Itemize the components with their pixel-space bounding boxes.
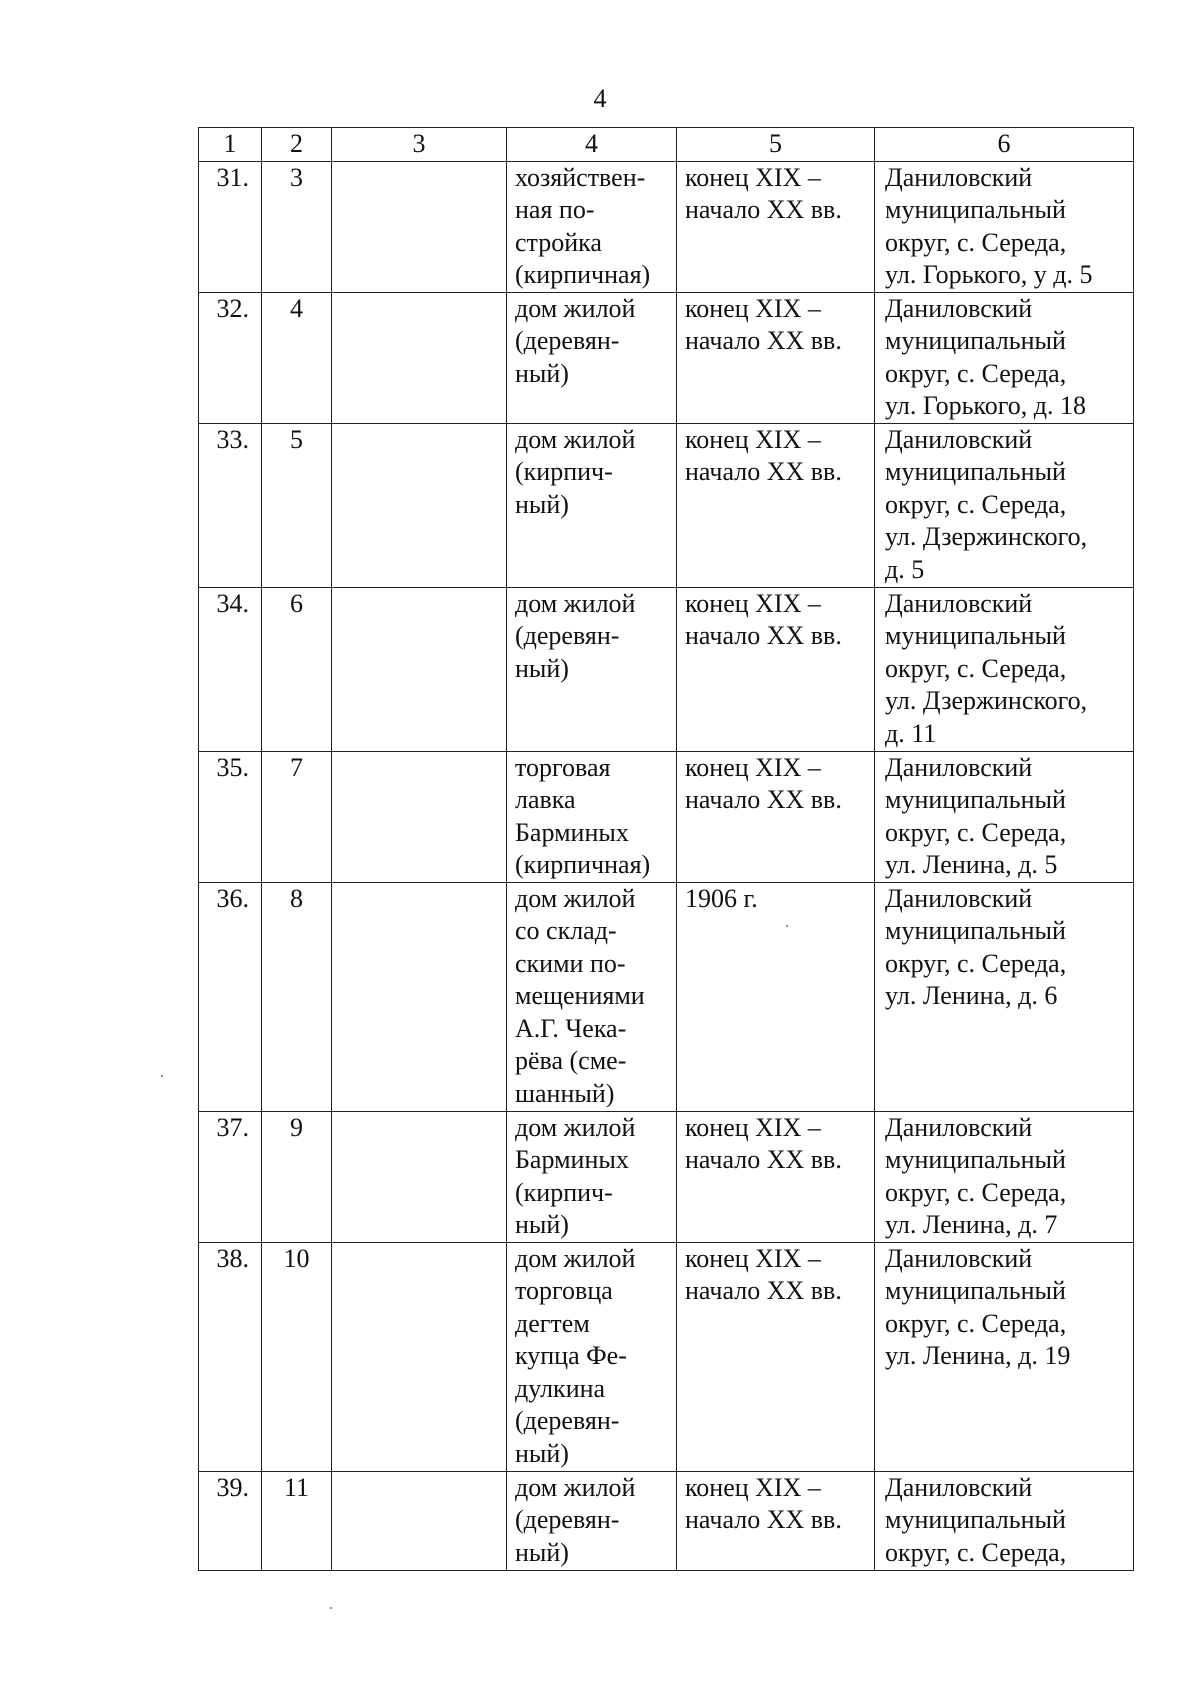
- object-address: Даниловский муниципальный округ, с. Середа,: [875, 1471, 1134, 1570]
- row-sub-number: 11: [262, 1471, 332, 1570]
- row-sub-number: 8: [262, 882, 332, 1111]
- object-name: дом жилой Барминых (кирпич- ный): [507, 1111, 677, 1242]
- row-col3: [332, 292, 507, 423]
- object-address: Даниловский муниципальный округ, с. Середа, ул. Ленина, д. 19: [875, 1242, 1134, 1471]
- heritage-objects-table: [198, 127, 1134, 1571]
- table-row: [199, 292, 1134, 423]
- object-address: Даниловский муниципальный округ, с. Середа, ул. Ленина, д. 5: [875, 751, 1134, 882]
- table-row: [199, 882, 1134, 1111]
- object-address: Даниловский муниципальный округ, с. Середа, ул. Дзержинского, д. 11: [875, 587, 1134, 751]
- table-row: [199, 751, 1134, 882]
- row-sub-number: 3: [262, 161, 332, 292]
- row-sub-number: 5: [262, 423, 332, 587]
- object-name: хозяйствен- ная по- стройка (кирпичная): [507, 161, 677, 292]
- row-col3: [332, 751, 507, 882]
- object-date: конец XIX – начало XX вв.: [677, 587, 875, 751]
- table-row: [199, 1111, 1134, 1242]
- row-number: 34.: [199, 587, 262, 751]
- object-address: Даниловский муниципальный округ, с. Середа, ул. Горького, д. 18: [875, 292, 1134, 423]
- row-col3: [332, 587, 507, 751]
- row-col3: [332, 1242, 507, 1471]
- object-date: конец XIX – начало XX вв.: [677, 1242, 875, 1471]
- row-number: 37.: [199, 1111, 262, 1242]
- row-col3: [332, 423, 507, 587]
- object-name: дом жилой торговца дегтем купца Фе- дулкина (деревян- ный): [507, 1242, 677, 1471]
- row-col3: [332, 1471, 507, 1570]
- row-number: 32.: [199, 292, 262, 423]
- object-address: Даниловский муниципальный округ, с. Середа, ул. Дзержинского, д. 5: [875, 423, 1134, 587]
- table-header-row: [199, 128, 1134, 162]
- row-col3: [332, 882, 507, 1111]
- scan-speck: [786, 925, 788, 927]
- row-number: 31.: [199, 161, 262, 292]
- scan-speck: [161, 1075, 163, 1077]
- row-col3: [332, 161, 507, 292]
- object-address: Даниловский муниципальный округ, с. Середа, ул. Горького, у д. 5: [875, 161, 1134, 292]
- table-row: [199, 1242, 1134, 1471]
- row-sub-number: 4: [262, 292, 332, 423]
- column-header-1: 1: [199, 128, 262, 162]
- column-header-4: 4: [507, 128, 677, 162]
- row-col3: [332, 1111, 507, 1242]
- row-sub-number: 10: [262, 1242, 332, 1471]
- object-address: Даниловский муниципальный округ, с. Середа, ул. Ленина, д. 6: [875, 882, 1134, 1111]
- row-sub-number: 7: [262, 751, 332, 882]
- object-name: дом жилой (деревян- ный): [507, 1471, 677, 1570]
- table-row: [199, 587, 1134, 751]
- object-date: конец XIX – начало XX вв.: [677, 1471, 875, 1570]
- object-date: 1906 г.: [677, 882, 875, 1111]
- table-row: [199, 1471, 1134, 1570]
- row-number: 38.: [199, 1242, 262, 1471]
- row-number: 36.: [199, 882, 262, 1111]
- object-address: Даниловский муниципальный округ, с. Середа, ул. Ленина, д. 7: [875, 1111, 1134, 1242]
- object-date: конец XIX – начало XX вв.: [677, 161, 875, 292]
- table-row: [199, 161, 1134, 292]
- row-number: 33.: [199, 423, 262, 587]
- object-date: конец XIX – начало XX вв.: [677, 292, 875, 423]
- column-header-2: 2: [262, 128, 332, 162]
- row-number: 39.: [199, 1471, 262, 1570]
- table-row: [199, 423, 1134, 587]
- object-date: конец XIX – начало XX вв.: [677, 1111, 875, 1242]
- row-number: 35.: [199, 751, 262, 882]
- object-date: конец XIX – начало XX вв.: [677, 423, 875, 587]
- row-sub-number: 6: [262, 587, 332, 751]
- object-name: дом жилой (деревян- ный): [507, 587, 677, 751]
- scan-speck: [330, 1607, 332, 1609]
- column-header-3: 3: [332, 128, 507, 162]
- column-header-5: 5: [677, 128, 875, 162]
- column-header-6: 6: [875, 128, 1134, 162]
- object-name: дом жилой (деревян- ный): [507, 292, 677, 423]
- row-sub-number: 9: [262, 1111, 332, 1242]
- object-name: дом жилой со склад- скими по- мещениями А.Г. Чека- рёва (сме- шанный): [507, 882, 677, 1111]
- object-name: торговая лавка Барминых (кирпичная): [507, 751, 677, 882]
- object-name: дом жилой (кирпич- ный): [507, 423, 677, 587]
- object-date: конец XIX – начало XX вв.: [677, 751, 875, 882]
- page-number: 4: [593, 84, 607, 113]
